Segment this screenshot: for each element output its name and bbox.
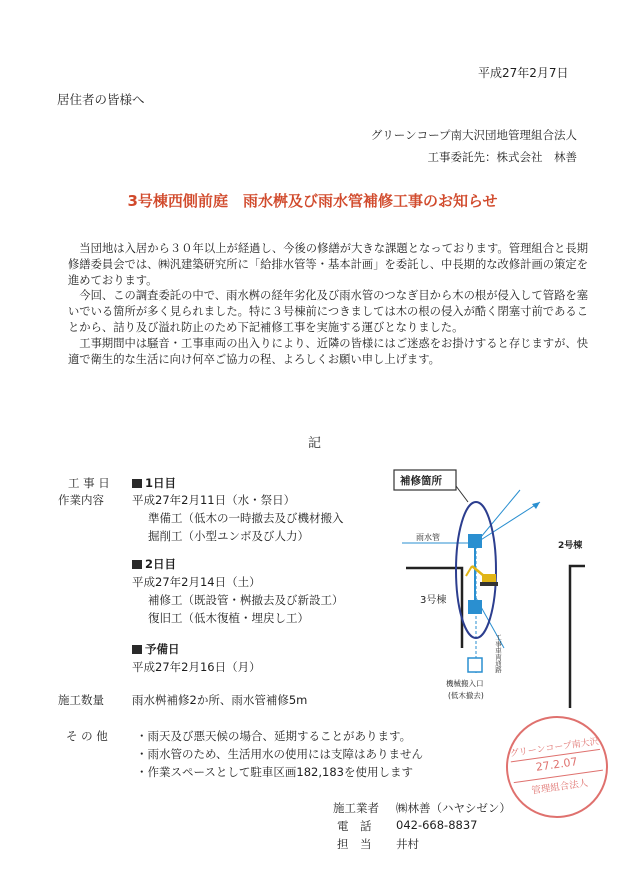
label-contractor: 施工業者 xyxy=(333,801,379,815)
pipe-label: 雨水管 xyxy=(416,533,440,542)
reserve-day-heading: 予備日 xyxy=(132,641,180,657)
building-3-label: 3号棟 xyxy=(420,595,447,606)
machine-entry-label: 機械搬入口 xyxy=(446,679,484,688)
contractor-name: 工事委託先：株式会社 林善 xyxy=(427,150,577,164)
seal-date: 27.2.07 xyxy=(534,755,579,774)
body-paragraph: 今回、この調査委託の中で、雨水桝の経年劣化及び雨水管のつなぎ目から木の根が侵入して管路を塞いでいる箇所が多く見られました。特に３号棟前につきましては木の根の侵入が酷く閉塞寸前であることから、詰り及び溢れ防止のため下記補修工事を実施する運びとなりました。 xyxy=(68,289,588,334)
seal-top: グリーンコープ南大沢 xyxy=(509,734,600,762)
other-item: ・作業スペースとして駐車区画182,183を使用します xyxy=(136,765,413,779)
notice-title: 3号棟西側前庭 雨水桝及び雨水管補修工事のお知らせ xyxy=(127,192,498,210)
bullet-square-icon xyxy=(132,479,142,488)
label-other: そ の 他 xyxy=(66,729,108,743)
bullet-square-icon xyxy=(132,645,142,654)
machine-entry-icon xyxy=(468,658,482,672)
day1-date: 平成27年2月11日（水・祭日） xyxy=(132,493,296,507)
seal-bottom: 管理組合法人 xyxy=(514,770,605,799)
callout-leader xyxy=(456,486,468,502)
quantity-value: 雨水桝補修2か所、雨水管補修5m xyxy=(132,693,308,707)
organization-name: グリーンコープ南大沢団地管理組合法人 xyxy=(370,128,577,142)
repair-basin-icon xyxy=(468,600,482,614)
arrow-icon xyxy=(532,502,540,509)
day1-work: 掘削工（小型ユンボ及び人力） xyxy=(148,529,309,543)
label-construction-days: 工 事 日 xyxy=(68,476,110,490)
contractor-phone: 042-668-8837 xyxy=(396,818,478,832)
other-item: ・雨天及び悪天候の場合、延期することがあります。 xyxy=(136,729,412,743)
organization-seal xyxy=(499,709,614,824)
day1-work: 準備工（低木の一時撤去及び機材搬入 xyxy=(148,511,344,525)
machine-entry-sub: (低木撤去) xyxy=(448,691,484,700)
day2-work: 補修工（既設管・桝撤去及び新設工） xyxy=(148,593,344,607)
building-2-outline xyxy=(570,566,585,708)
label-work-content: 作業内容 xyxy=(58,493,104,507)
addressee: 居住者の皆様へ xyxy=(57,92,145,107)
site-diagram xyxy=(380,458,625,718)
label-person: 担 当 xyxy=(337,837,372,851)
day2-work: 復旧工（低木復植・埋戻し工） xyxy=(148,611,309,625)
body-paragraph: 工事期間中は騒音・工事車両の出入りにより、近隣の皆様にはご迷惑をお掛けすると存じますが、快適で衛生的な生活に向け何卒ご協力の程、よろしくお願い申し上げます。 xyxy=(68,336,588,366)
building-2-label: 2号棟 xyxy=(558,541,583,551)
bullet-square-icon xyxy=(132,560,142,569)
ki-heading: 記 xyxy=(308,436,322,451)
callout-label: 補修箇所 xyxy=(400,475,442,487)
label-quantity: 施工数量 xyxy=(58,693,104,707)
issue-date: 平成27年2月7日 xyxy=(478,66,569,80)
contact-person: 井村 xyxy=(396,837,419,851)
day2-date: 平成27年2月14日（土） xyxy=(132,575,261,589)
reserve-day-date: 平成27年2月16日（月） xyxy=(132,660,261,674)
other-item: ・雨水管のため、生活用水の使用には支障はありません xyxy=(136,747,424,761)
excavator-icon xyxy=(466,566,498,586)
day2-heading: 2日目 xyxy=(132,556,176,572)
notice-body xyxy=(68,241,588,367)
day1-heading: 1日目 xyxy=(132,475,176,491)
label-phone: 電 話 xyxy=(337,819,372,833)
drain-line xyxy=(476,490,520,543)
repair-basin-icon xyxy=(468,534,482,548)
road-label: 工事車両通路 xyxy=(494,634,502,673)
body-paragraph: 当団地は入居から３０年以上が経過し、今後の修繕が大きな課題となっております。管理組合と長期修繕委員会では、㈱汎建築研究所に「給排水管等・基本計画」を委託し、中長期的な改修計画の策定を進めております。 xyxy=(68,242,588,287)
contractor-company: ㈱林善（ハヤシゼン） xyxy=(396,801,511,815)
building-3-outline xyxy=(406,568,462,648)
